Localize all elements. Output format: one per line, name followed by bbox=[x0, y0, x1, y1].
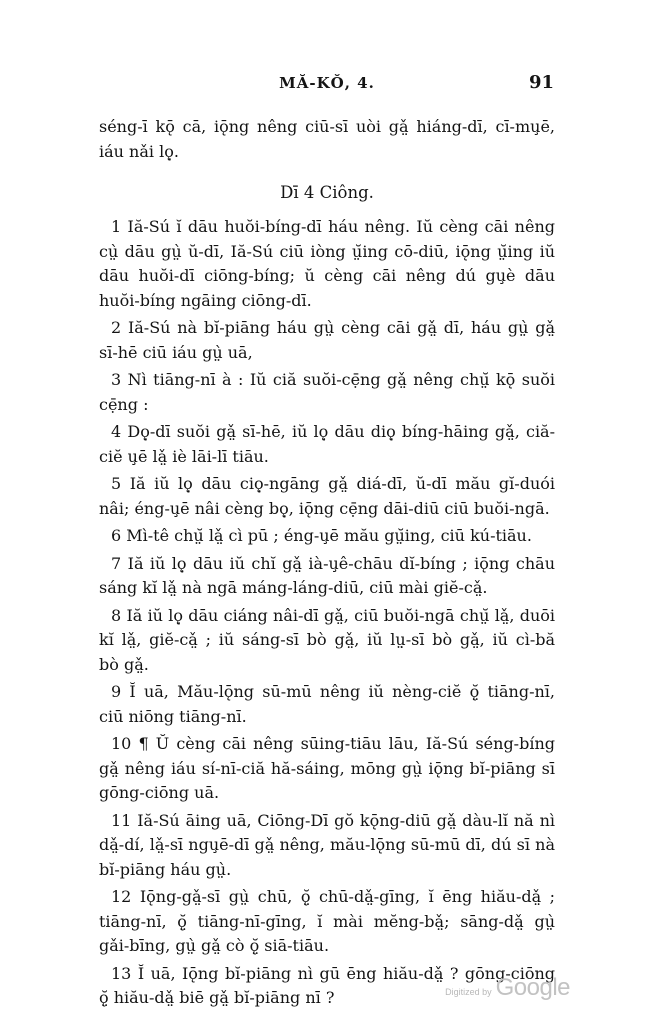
text-line: gōng-ciōng uā. bbox=[99, 783, 220, 802]
carryover-paragraph bbox=[99, 115, 555, 164]
verse-paragraph bbox=[99, 680, 555, 729]
text-line: 11 Iă-Sú āing uā, Ciōng-Dī gŏ kǭng-diū gǎ̤ dàu-lĭ nă nì bbox=[111, 810, 555, 830]
verse-paragraph bbox=[99, 215, 555, 313]
text-line: kĭ lǎ̤, giĕ-cǎ̤ ; iŭ sáng-sī bò gǎ̤, iŭ lṳ̣-sī bò gǎ̤, iŭ cì-bă bbox=[99, 630, 555, 649]
verse-paragraph bbox=[99, 809, 555, 883]
verse-paragraph bbox=[99, 472, 555, 521]
text-line: cẹ̄ng : bbox=[99, 394, 149, 414]
text-line: 10 ¶ Ŭ cèng cāi nêng sūing-tiāu lāu, Iă-Sú séng-bíng bbox=[111, 734, 555, 753]
text-line: 9 Ĭ uā, Mău-lǭng sū-mū nêng iŭ nèng-ciĕ ǫ̤̆ tiāng-nī, bbox=[111, 682, 555, 701]
verse-paragraph bbox=[99, 316, 555, 365]
text-line: iáu nǎi lǫ̣. bbox=[99, 141, 179, 161]
running-title: MĂ-KŎ, 4. bbox=[279, 74, 375, 92]
text-line: ciĕ u̧ē lǎ̤ iè lāi-lī tiāu. bbox=[99, 446, 269, 466]
text-line: 2 Iă-Sú nà bĭ-piāng háu gṳ̀ cèng cāi gǎ̤ dī, háu gṳ̀ gǎ̤ bbox=[111, 318, 555, 337]
text-line: 8 Iă iŭ lǫ̣ dāu ciáng nâi-dī gǎ̤, ciū buŏi-ngā chṳ̆ lǎ̤, duōi bbox=[111, 605, 555, 625]
text-line: gǎi-bīng, gṳ̀ gǎ̤ cò ǫ̤̆ siā-tiāu. bbox=[99, 936, 330, 955]
verse-paragraph bbox=[99, 604, 555, 678]
text-line: ciū niōng tiāng-nī. bbox=[99, 706, 247, 726]
digitized-watermark bbox=[445, 974, 570, 1002]
text-line: dāu huŏi-dī ciōng-bíng; ŭ cèng cāi nêng dú gu̧è dāu bbox=[99, 266, 555, 285]
text-line: 13 Ĭ uā, Iǭng bĭ-piāng nì gū ēng hiău-dǎ̤ ? gōng-ciōng bbox=[111, 963, 555, 983]
text-line: 5 Iă iŭ lǫ̣ dāu ciǫ̣-ngāng gǎ̤ diá-dī, ŭ-dī mău gĭ-duói bbox=[111, 474, 555, 493]
text-line: ǫ̤̆ hiău-dǎ̤ biē gǎ̤ bĭ-piāng nī ? bbox=[99, 988, 335, 1007]
text-line: nâi; éng-u̧ē nâi cèng bǫ̣, iǭng cẹ̄ng dāi-diū ciū buŏi-ngā. bbox=[99, 498, 550, 518]
text-line: gǎ̤ nêng iáu sí-nī-ciă hă-sáing, mōng gṳ̀ iǭng bĭ-piāng sī bbox=[99, 758, 555, 778]
text-line: bĭ-piāng háu gṳ̀. bbox=[99, 859, 232, 879]
google-logo: Google bbox=[495, 974, 570, 1001]
verse-paragraph bbox=[99, 732, 555, 806]
verse-paragraph bbox=[99, 552, 555, 601]
verse-paragraph bbox=[99, 368, 555, 417]
text-line: huŏi-bíng ngāing ciōng-dī. bbox=[99, 290, 312, 310]
text-line: 7 Iă iŭ lǫ̣ dāu iŭ chĭ gǎ̤ ià-u̧ê-chāu dĭ-bíng ; iǭng chāu bbox=[111, 553, 555, 573]
text-line: 6 Mì-tê chṳ̆ lǎ̤ cì pū ; éng-u̧ē mău gṳ̆ing, ciū kú-tiāu. bbox=[111, 526, 532, 545]
text-line: 4 Dǫ̣-dī suŏi gǎ̤ sī-hē, iŭ lǫ̣ dāu diǫ̣ bíng-hāing gǎ̤, ciă- bbox=[111, 422, 555, 441]
page-number: 91 bbox=[528, 72, 554, 93]
text-line: sáng kĭ lǎ̤ nà ngā máng-láng-diū, ciū mài giĕ-cǎ̤. bbox=[99, 578, 488, 597]
text-line: sī-hē ciū iáu gṳ̀ uā, bbox=[99, 342, 253, 362]
text-line: bò gǎ̤. bbox=[99, 654, 149, 674]
page-header bbox=[0, 74, 654, 98]
digitized-by-label: Digitized by bbox=[445, 987, 492, 997]
verse-paragraph bbox=[99, 420, 555, 469]
text-line: dǎ̤-dí, lǎ̤-sī ngu̧ē-dī gǎ̤ nêng, mău-lǭng sū-mū dī, dú sī nà bbox=[99, 835, 555, 854]
text-line: 3 Nì tiāng-nī à : Iŭ ciă suŏi-cẹ̄ng gǎ̤ nêng chṳ̆ kǭ suŏi bbox=[111, 370, 555, 389]
text-line: 12 Iǭng-gǎ̤-sī gṳ̀ chū, ǫ̤̆ chū-dǎ̤-gīng, ĭ ēng hiău-dǎ̤ ; bbox=[111, 887, 555, 906]
chapter-heading: Dī 4 Ciông. bbox=[280, 183, 374, 202]
verses-container bbox=[99, 215, 555, 1011]
text-column bbox=[99, 115, 555, 1014]
verse-paragraph bbox=[99, 885, 555, 959]
text-line: cṳ̀ dāu gṳ̀ ŭ-dī, Iă-Sú ciū iòng ṳ̆ing cō-diū, iǭng ṳ̆ing iŭ bbox=[99, 241, 555, 261]
text-line: 1 Iă-Sú ĭ dāu huŏi-bíng-dī háu nêng. Iŭ cèng cāi nêng bbox=[111, 217, 555, 236]
text-line: tiāng-nī, ǫ̤̆ tiāng-nī-gīng, ĭ mài mĕng-bǎ̤; sāng-dǎ̤ gṳ̀ bbox=[99, 911, 555, 931]
verse-paragraph bbox=[99, 524, 555, 549]
text-line: séng-ī kǭ cā, iǭng nêng ciū-sī uòi gǎ̤ hiáng-dī, cī-mu̧ē, bbox=[99, 117, 555, 136]
